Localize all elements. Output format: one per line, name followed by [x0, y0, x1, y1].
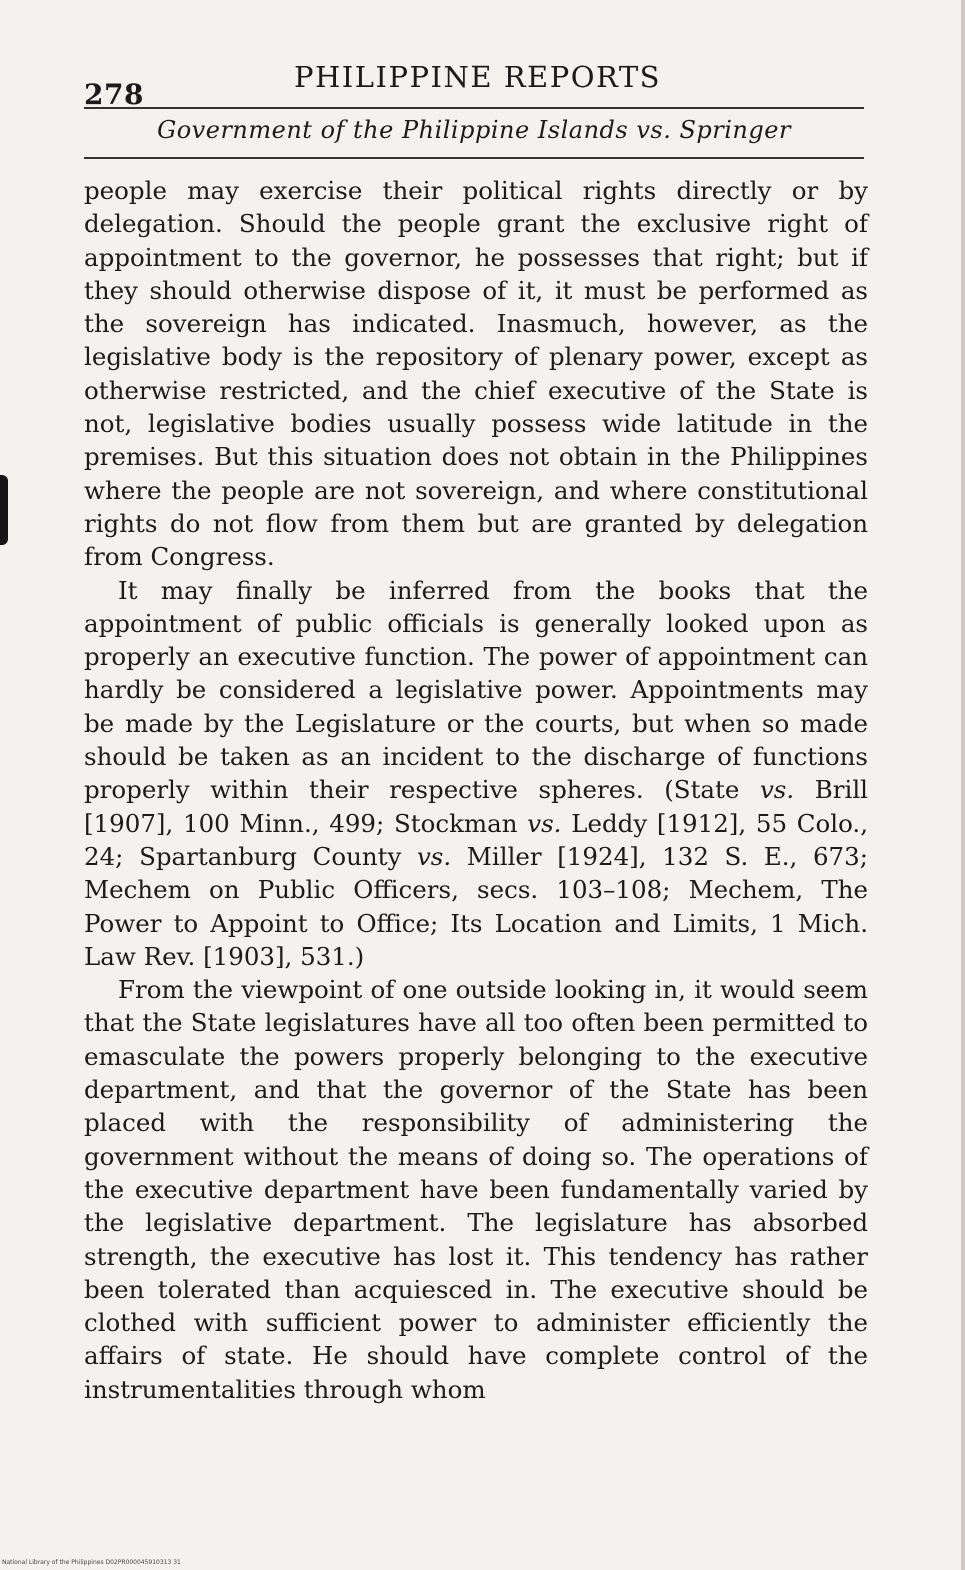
paragraph-3: From the viewpoint of one outside looking in, it would seem that the State legislatures have all too often been permitted to emasculate the powers properly belonging to the executive department, and that the governor of the State has been placed with the responsibility of administering the government without the means of doing so. The operations of the executive department have been fundamentally varied by the legislative department. The legislature has absorbed strength, the executive has lost it. This tendency has rather been tolerated than acquiesced in. The executive should be clothed with sufficient power to administer efficiently the affairs of state. He should have complete control of the instrumentalities through whom: [84, 975, 868, 1404]
paragraph-2: [84, 574, 868, 974]
page-edge: [961, 0, 965, 1570]
vs-italic: vs.: [759, 775, 795, 805]
body-text: [84, 174, 868, 1406]
header-rule-bottom: [84, 157, 864, 159]
binding-shadow: [0, 475, 8, 545]
paragraph-2-part-b: Brill [1907], 100 Minn., 499; Stockman: [84, 775, 868, 838]
paragraph-2-part-a: It may finally be inferred from the books that the appointment of public officials is generally looked upon as properly an executive function. The power of appointment can hardly be considered a legislative power. Appointments may be made by the Legislature or the courts, but when so made should be taken as an incident to the discharge of functions properly within their respective spheres. (State: [84, 575, 868, 805]
scan-credit: National Library of the Philippines D02PR000045910313 31: [2, 1559, 181, 1566]
running-title: PHILIPPINE REPORTS: [294, 60, 662, 94]
vs-italic: vs.: [527, 808, 562, 838]
page-header: [84, 58, 864, 111]
vs-italic: vs.: [416, 841, 452, 871]
header-rule-top: [84, 107, 864, 109]
paragraph-2-part-c: Leddy [1912], 55 Colo., 24; Spartanburg County: [84, 808, 868, 871]
paragraph-2-part-d: Miller [1924], 132 S. E., 673; Mechem on Public Officers, secs. 103–108; Mechem, The Power to Appoint to Office; Its Location and Limits, 1 Mich. Law Rev. [1903], 531.): [84, 841, 868, 971]
case-title: Government of the Philippine Islands vs. Springer: [157, 116, 791, 144]
page-number: 278: [84, 78, 144, 111]
paragraph-1: people may exercise their political rights directly or by delegation. Should the people grant the exclusive right of appointment to the governor, he possesses that right; but if they should otherwise dispose of it, it must be performed as the sovereign has indicated. Inasmuch, however, as the legislative body is the repository of plenary power, except as otherwise restricted, and the chief executive of the State is not, legislative bodies usually possess wide latitude in the premises. But this situation does not obtain in the Philippines where the people are not sovereign, and where constitutional rights do not flow from them but are granted by delegation from Congress.: [84, 176, 868, 572]
